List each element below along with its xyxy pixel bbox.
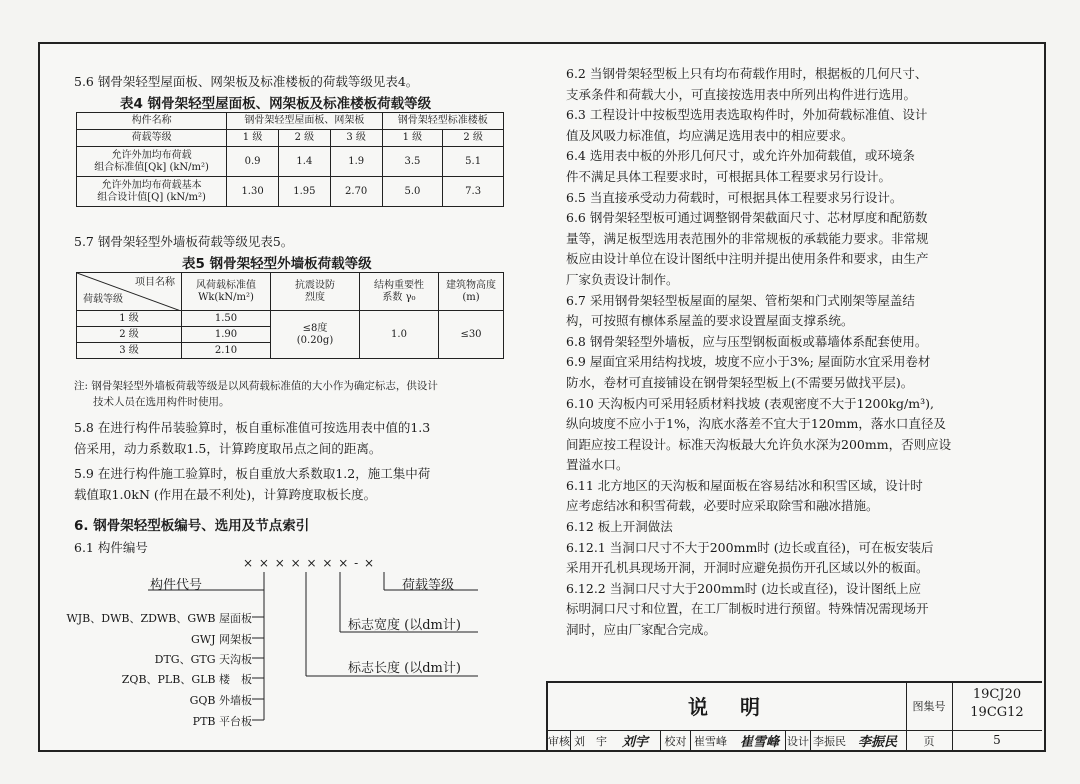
label-nominal-length: 标志长度 (以dm计) bbox=[348, 661, 461, 676]
text-line: 6.12.1 当洞口尺寸不大于200mm时 (边长或直径)，可在板安装后 bbox=[566, 539, 934, 555]
table-cell: 0.9 bbox=[227, 147, 279, 177]
text-line: 6.9 屋面宜采用结构找坡，坡度不应小于3%; 屋面防水宜采用卷材 bbox=[566, 354, 931, 370]
reviewer-name: 刘 宇 bbox=[574, 735, 607, 748]
text-line: 厂家负责设计制作。 bbox=[566, 271, 679, 287]
t5-seismic-line1: ≤8度 bbox=[302, 322, 328, 334]
atlas-number-label: 图集号 bbox=[912, 700, 946, 713]
section-5-7: 5.7 钢骨架轻型外墙板荷载等级见表5。 bbox=[74, 234, 294, 249]
t5-seismic-line2: (0.20g) bbox=[296, 334, 334, 346]
table-cell: 1.50 bbox=[182, 311, 271, 327]
label-nominal-width: 标志宽度 (以dm计) bbox=[348, 618, 461, 633]
title-block bbox=[546, 681, 1042, 750]
t5-header-wind-line2: Wk(kN/m²) bbox=[198, 291, 254, 303]
type-floor-panel: ZQB、PLB、GLB 楼 板 bbox=[121, 673, 252, 686]
t5-header-seismic-line1: 抗震设防 bbox=[295, 279, 335, 291]
t4-row-q-label-line1: 允许外加均布荷载基本 bbox=[101, 179, 202, 191]
text-line: 6.12 板上开洞做法 bbox=[566, 519, 673, 535]
text-line: 6.8 钢骨架轻型外墙板，应与压型钢板面板或幕墙体系配套使用。 bbox=[566, 333, 928, 349]
t4-header-floor: 钢骨架轻型标准楼板 bbox=[382, 113, 503, 130]
t5-header-wind-line1: 风荷载标准值 bbox=[196, 279, 256, 291]
reviewer-signature: 刘宇 bbox=[622, 735, 649, 750]
section-5-9-line1: 5.9 在进行构件施工验算时，板自重放大系数取1.2，施工集中荷 bbox=[74, 466, 431, 481]
text-line: 6.11 北方地区的天沟板和屋面板在容易结冰和积雪区域，设计时 bbox=[566, 477, 923, 493]
table-5-title: 表5 钢骨架轻型外墙板荷载等级 bbox=[182, 256, 372, 272]
type-platform-panel: PTB 平台板 bbox=[192, 715, 252, 728]
t5-height-value: ≤30 bbox=[439, 311, 504, 359]
table-cell: 3.5 bbox=[382, 147, 443, 177]
code-pattern: × × × × × × × - × bbox=[243, 556, 376, 570]
table-cell: 1.30 bbox=[227, 177, 279, 207]
table-5-note-line1: 注: 钢骨架轻型外墙板荷载等级是以风荷载标准值的大小作为确定标志，供设计 bbox=[74, 380, 438, 392]
type-grid-panel: GWJ 网架板 bbox=[191, 633, 252, 646]
section-5-6: 5.6 钢骨架轻型屋面板、网架板及标准楼板的荷载等级见表4。 bbox=[74, 74, 419, 89]
page-label: 页 bbox=[923, 735, 935, 748]
text-line: 支承条件和荷载大小，可直接按选用表中所列出构件进行选用。 bbox=[566, 86, 917, 102]
check-label: 校对 bbox=[664, 735, 687, 748]
section-5-9-line2: 载值取1.0kN (作用在最不利处)，计算跨度取板长度。 bbox=[74, 487, 377, 502]
text-line: 值及风吸力标准值，均应满足选用表中的相应要求。 bbox=[566, 127, 854, 143]
table-cell: 1 级 bbox=[77, 311, 182, 327]
table-cell: 2 级 bbox=[443, 130, 504, 147]
t5-header-grade: 荷载等级 bbox=[83, 294, 123, 305]
text-line: 纵向坡度不应小于1%，沟底水落差不宜大于120mm，落水口直径及 bbox=[566, 416, 946, 432]
t5-header-height-line1: 建筑物高度 bbox=[446, 279, 496, 291]
text-line: 6.7 采用钢骨架轻型板屋面的屋架、管桁架和门式刚架等屋盖结 bbox=[566, 292, 915, 308]
table-cell: 1.90 bbox=[182, 327, 271, 343]
designer-name: 李振民 bbox=[813, 735, 846, 748]
table-5-note-line2: 技术人员在选用构件时使用。 bbox=[93, 396, 230, 408]
text-line: 6.12.2 当洞口尺寸大于200mm时 (边长或直径)，设计图纸上应 bbox=[566, 580, 922, 596]
designer-signature: 李振民 bbox=[858, 735, 898, 750]
t5-header-item: 项目名称 bbox=[135, 277, 175, 288]
atlas-number-2: 19CG12 bbox=[970, 705, 1024, 720]
text-line: 6.10 天沟板内可采用轻质材料找坡 (表观密度不大于1200kg/m³), bbox=[566, 395, 934, 411]
divider bbox=[690, 730, 691, 750]
table-cell: 1.9 bbox=[330, 147, 382, 177]
t4-row-qk-label-line1: 允许外加均布荷载 bbox=[111, 149, 192, 161]
table-cell: 5.0 bbox=[382, 177, 443, 207]
type-roof-panel: WJB、DWB、ZDWB、GWB 屋面板 bbox=[66, 612, 252, 625]
t4-header-roof: 钢骨架轻型屋面板、网架板 bbox=[227, 113, 382, 130]
drawing-title: 说 明 bbox=[688, 695, 766, 719]
text-line: 间距应按工程设计。标准天沟板最大允许负水深为200mm，否则应设 bbox=[566, 436, 952, 452]
table-cell: 7.3 bbox=[443, 177, 504, 207]
checker-name: 崔雪峰 bbox=[694, 735, 727, 748]
section-5-8-line2: 倍采用，动力系数取1.5，计算跨度取吊点之间的距离。 bbox=[74, 441, 382, 456]
atlas-number-1: 19CJ20 bbox=[972, 687, 1022, 702]
text-line: 构，可按照有檩体系屋盖的要求设置屋面支撑系统。 bbox=[566, 313, 854, 329]
divider bbox=[570, 730, 571, 750]
t5-header-importance-line2: 系数 γ₀ bbox=[382, 291, 416, 303]
t4-row-qk-label-line2: 组合标准值[Qk] (kN/m²) bbox=[94, 161, 209, 173]
table-cell: 2 级 bbox=[77, 327, 182, 343]
text-line: 洞时，应由厂家配合完成。 bbox=[566, 622, 717, 638]
text-line: 6.6 钢骨架轻型板可通过调整钢骨架截面尺寸、芯材厚度和配筋数 bbox=[566, 210, 928, 226]
text-line: 标明洞口尺寸和位置，在工厂制板时进行预留。特殊情况需现场开 bbox=[566, 601, 929, 617]
text-line: 防水，卷材可直接铺设在钢骨架轻型板上(不需要另做找平层)。 bbox=[566, 374, 914, 390]
text-line: 6.3 工程设计中按板型选用表选取构件时，外加荷载标准值、设计 bbox=[566, 107, 928, 123]
divider bbox=[810, 730, 811, 750]
table-cell: 1.95 bbox=[278, 177, 330, 207]
text-line: 应考虑结冰和积雪荷载，必要时应采取除雪和融冰措施。 bbox=[566, 498, 879, 514]
text-line: 件不满足具体工程要求时，可根据具体工程要求另行设计。 bbox=[566, 168, 892, 184]
type-wall-panel: GQB 外墙板 bbox=[189, 694, 252, 707]
label-component-code: 构件代号 bbox=[150, 578, 203, 593]
t5-header-seismic-line2: 烈度 bbox=[305, 291, 325, 303]
label-load-grade: 荷载等级 bbox=[402, 578, 455, 593]
t4-row-q-label-line2: 组合设计值[Q] (kN/m²) bbox=[97, 191, 206, 203]
t5-header-importance-line1: 结构重要性 bbox=[374, 279, 424, 291]
table-cell: 3 级 bbox=[330, 130, 382, 147]
section-6-heading: 6. 钢骨架轻型板编号、选用及节点索引 bbox=[74, 518, 310, 534]
table-cell: 2.70 bbox=[330, 177, 382, 207]
table-cell: 2.10 bbox=[182, 343, 271, 359]
text-line: 6.5 当直接承受动力荷载时，可根据具体工程要求另行设计。 bbox=[566, 189, 903, 205]
type-gutter-panel: DTG、GTG 天沟板 bbox=[154, 653, 252, 666]
table-cell: 2 级 bbox=[278, 130, 330, 147]
text-line: 采用开孔机具现场开洞，开洞时应避免损伤开孔区域以外的板面。 bbox=[566, 560, 929, 576]
t5-importance-value: 1.0 bbox=[360, 311, 439, 359]
review-label: 审核 bbox=[548, 735, 570, 748]
table-4-title: 表4 钢骨架轻型屋面板、网架板及标准楼板荷载等级 bbox=[120, 96, 432, 112]
table-cell: 1 级 bbox=[227, 130, 279, 147]
table-cell: 5.1 bbox=[443, 147, 504, 177]
design-label: 设计 bbox=[787, 735, 809, 748]
text-line: 6.4 选用表中板的外形几何尺寸，或允许外加荷载值，或环境条 bbox=[566, 148, 915, 164]
t4-header-name: 构件名称 bbox=[77, 113, 227, 130]
right-column-text bbox=[566, 64, 1028, 641]
page-number: 5 bbox=[993, 733, 1001, 747]
table-cell: 3 级 bbox=[77, 343, 182, 359]
t4-row-grade-label: 荷载等级 bbox=[77, 130, 227, 147]
section-5-8-line1: 5.8 在进行构件吊装验算时，板自重标准值可按选用表中值的1.3 bbox=[74, 420, 431, 435]
table-cell: 1.4 bbox=[278, 147, 330, 177]
t5-header-height-line2: (m) bbox=[462, 291, 480, 303]
text-line: 置溢水口。 bbox=[566, 457, 629, 473]
text-line: 板应由设计单位在设计图纸中注明并提出使用条件和要求，由生产 bbox=[566, 251, 929, 267]
text-line: 量等，满足板型选用表范围外的非常规板的承载能力要求。非常规 bbox=[566, 230, 929, 246]
table-cell: 1 级 bbox=[382, 130, 443, 147]
checker-signature: 崔雪峰 bbox=[740, 735, 780, 750]
section-6-1: 6.1 构件编号 bbox=[74, 540, 148, 555]
text-line: 6.2 当钢骨架轻型板上只有均布荷载作用时，根据板的几何尺寸、 bbox=[566, 66, 928, 81]
